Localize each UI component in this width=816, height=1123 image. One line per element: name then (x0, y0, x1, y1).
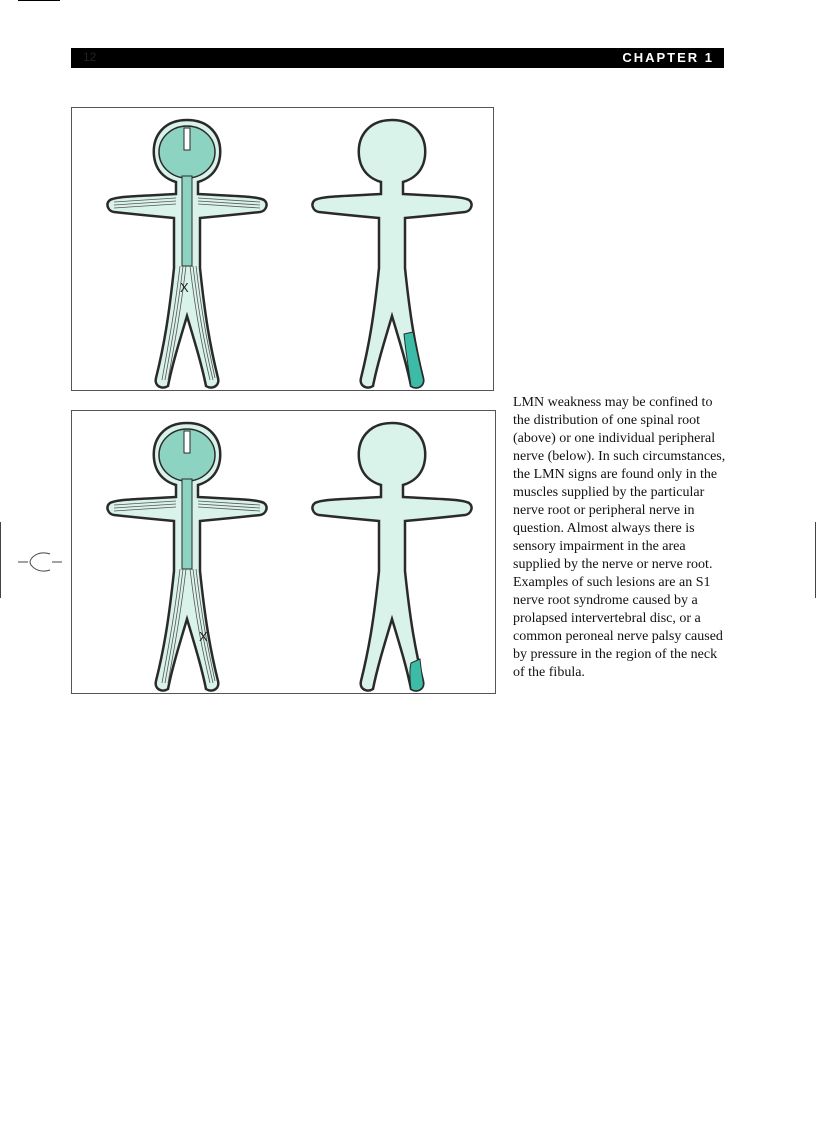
figure-left-nerves (107, 423, 266, 691)
figure-right-sensory (312, 120, 471, 388)
left-margin-mark (0, 522, 1, 598)
figure-panel-root-lesion (71, 107, 494, 391)
page-header-bar (71, 48, 724, 68)
top-rule (18, 0, 60, 1)
registration-mark (18, 550, 62, 574)
root-lesion-diagram (72, 108, 493, 390)
lesion-marker-x: X (180, 280, 189, 295)
page-number: 12 (83, 50, 97, 64)
figure-panel-nerve-lesion (71, 410, 496, 694)
figure-right-sensory (312, 423, 471, 691)
lesion-marker-x: X (199, 629, 208, 644)
figure-caption: LMN weakness may be confined to the distribution of one spinal root (above) or one individual peripheral nerve (below). In such circumstances, the LMN signs are found only in the muscles supplied by the particular nerve root or peripheral nerve in question. Almost always there is sensory impairment in the area supplied by the nerve or nerve root. Examples of such lesions are an S1 nerve root syndrome caused by a prolapsed intervertebral disc, or a common peroneal nerve palsy caused by pressure in the region of the neck of the fibula. (513, 395, 726, 680)
nerve-lesion-diagram (72, 411, 495, 693)
figure-left-nerves (107, 120, 266, 388)
chapter-title: CHAPTER 1 (622, 50, 714, 65)
